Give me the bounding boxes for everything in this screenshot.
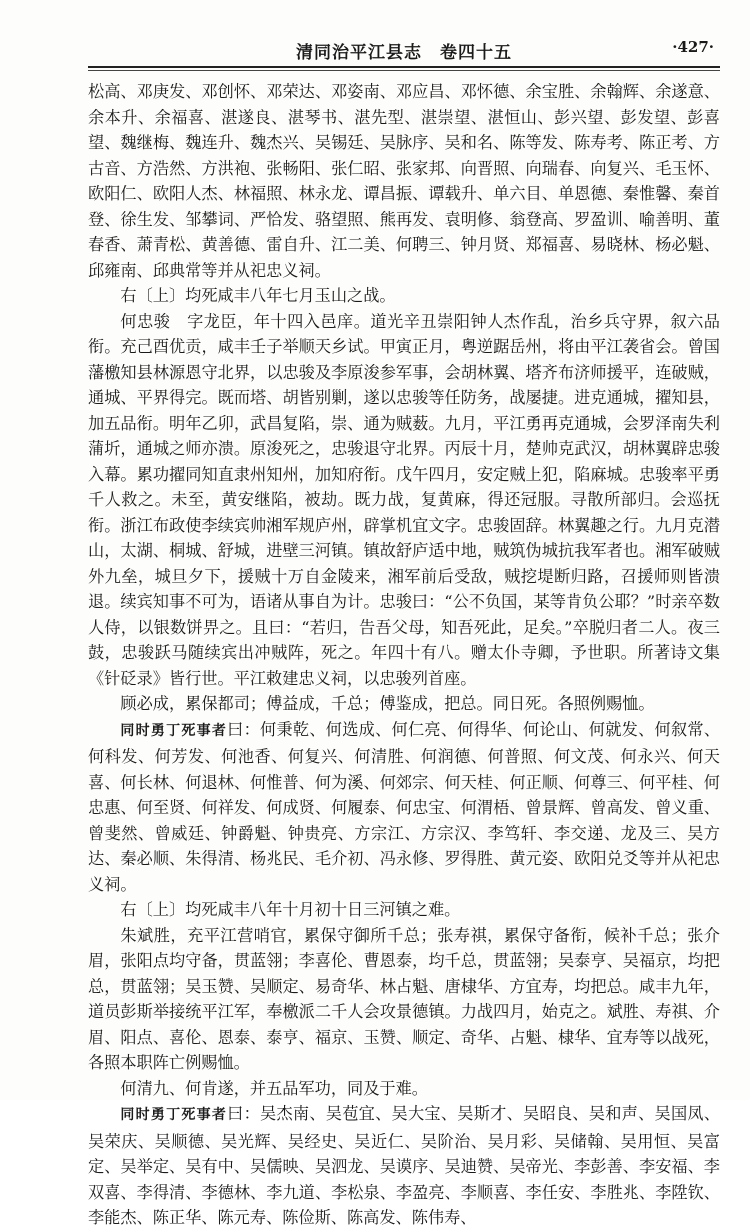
soldiers-names: 曰：何秉乾、何选成、何仁亮、何得华、何论山、何就发、何叙常、何科发、何芳发、何池香、何复兴、何清胜、何润德、何普照、何文茂、何永兴、何天喜、何长林、何退林、何惟普、何为溪、何郊宗、何天桂、何正顺、何尊三、何平桂、何忠惠、何至贤、何祥发、何成贤、何履泰、何忠宝、何渭梧、曾景辉、曾高发、曾义重、曾斐然、曾威廷、钟爵魁、钟贵亮、方宗江、方宗汉、李笃轩、李交递、龙及三、吴方达、秦必顺、朱得清、杨兆民、毛介初、冯永修、罗得胜、黄元姿、欧阳兑爻等并从祀忠义祠。 [88, 719, 721, 894]
paragraph-soldiers-list [88, 717, 720, 898]
paragraph-battle-note-2: 右〔上〕均死咸丰八年十月初十日三河镇之难。 [120, 900, 461, 919]
paragraph-officers: 顾必成，累保都司；傅益成，千总；傅鉴成，把总。同日死。各照例赐恤。 [120, 694, 655, 713]
header-title: 清同治平江县志 卷四十五 [296, 43, 512, 63]
paragraph-name-list: 松高、邓庚发、邓创怀、邓荣达、邓姿南、邓应昌、邓怀德、余宝胜、余翰辉、余遂意、余本升、余福喜、湛遂良、湛琴书、湛先型、湛崇望、湛恒山、彭兴望、彭发望、彭喜望、魏继梅、魏连升、魏杰兴、吴锡廷、吴脉序、吴和名、陈等发、陈寿考、陈正考、方古音、方浩然、方洪袍、张畅阳、张仁昭、张家邦、向晋照、向瑞春、向复兴、毛玉怀、欧阳仁、欧阳人杰、林福照、林永龙、谭昌振、谭载升、单六目、单恩德、秦惟馨、秦首登、徐生发、邹攀词、严恰发、骆望照、熊再发、袁明修、翁登高、罗盈训、喻善明、董春香、萧青松、黄善德、雷自升、江二美、何聘三、钟月贤、郑福喜、易晓林、杨必魁、邱雍南、邱典常等并从祀忠义祠。 [88, 82, 720, 280]
soldiers-label: 同时勇丁死事者 [120, 722, 228, 739]
page-number: ·427· [672, 38, 714, 56]
body-text [88, 79, 720, 1231]
paragraph-biography: 何忠骏 字龙臣，年十四入邑庠。道光辛丑崇阳钟人杰作乱，治乡兵守界，叙六品衔。充己酉优贡，咸丰壬子举顺天乡试。甲寅正月，粤逆踞岳州，将由平江袭省会。曾国藩檄知县林源恩守北界，以忠骏及李原浚参军事，会胡林翼、塔齐布济师援平，连破贼，通城、平界得完。既而塔、胡皆别剿，遂以忠骏等任防务，战屡捷。进克通城，擢知县，加五品衔。明年乙卯，武昌复陷，崇、通为贼薮。九月，平江勇再克通城，会罗泽南失利蒲圻，通城之师亦溃。原浚死之，忠骏退守北界。丙辰十月，楚帅克武汉，胡林翼辟忠骏入幕。累功擢同知直隶州知州，加知府衔。戊午四月，安定贼上犯，陷麻城。忠骏率平勇千人救之。未至，黄安继陷，被劫。既力战，复黄麻，得还冠服。寻散所部归。会巡抚衔。浙江布政使李续宾帅湘军规庐州，辟掌机宜文字。忠骏固辞。林翼趣之行。九月克潜山，太湖、桐城、舒城，进壁三河镇。镇故舒庐适中地，贼筑伪城抗我军者也。湘军破贼外九垒，城旦夕下，援贼十万自金陵来，湘军前后受敌，贼挖堤断归路，召援师则皆溃退。续宾知事不可为，语诸从事自为计。忠骏曰：“公不负国，某等肯负公耶？”时亲卒数人侍，以银数饼畀之。且曰：“若归，告吾父母，知吾死此，足矣。”卒脱归者二人。夜三鼓，忠骏跃马随续宾出冲贼阵，死之。年四十有八。赠太仆寺卿，予世职。所著诗文集《针砭录》皆行世。平江敕建忠义祠，以忠骏列首座。 [88, 311, 720, 688]
page-header [88, 20, 720, 64]
header-rule-thin [88, 70, 720, 71]
paragraph-battle-note: 右〔上〕均死咸丰八年七月玉山之战。 [120, 286, 396, 305]
paragraph-officers-2: 朱斌胜，充平江营哨官，累保守御所千总；张寿祺，累保守备衔，候补千总；张介眉，张阳点均守备，贯蓝翎；李喜伦、曹恩泰，均千总，贯蓝翎；吴泰亨、吴福京，均把总，贯蓝翎；吴玉赞、吴顺定、易奇华、林占魁、唐棣华、方宜寿，均把总。咸丰九年，道员彭斯举接统平江军，奉檄派二千人会攻景德镇。力战四月，始克之。斌胜、寿祺、介眉、阳点、喜伦、恩泰、泰亨、福京、玉赞、顺定、奇华、占魁、棣华、宜寿等以战死，各照本职阵亡例赐恤。 [88, 925, 720, 1072]
header-rule [88, 66, 720, 68]
paragraph-officers-3: 何清九、何肯遂，并五品军功，同及于难。 [120, 1078, 428, 1098]
soldiers-names-2: 曰：吴杰南、吴苞宜、吴大宝、吴斯才、吴昭良、吴和声、吴国凤、吴荣庆、吴顺德、吴光辉、吴经史、吴近仁、吴阶治、吴月彩、吴储翰、吴用恒、吴富定、吴举定、吴有中、吴儒映、吴泗龙、吴谟序、吴迪赞、吴帝光、李彭善、李安福、李双喜、李得清、李德林、李九道、李松泉、李盈亮、李顺喜、李任安、李胜兆、李陞钦、李能杰、陈正华、陈元寿、陈俭斯、陈高发、陈伟寿、 [88, 1104, 721, 1227]
paragraph-soldiers-list-2 [88, 1101, 720, 1231]
soldiers-label-2: 同时勇丁死事者 [120, 1107, 228, 1123]
